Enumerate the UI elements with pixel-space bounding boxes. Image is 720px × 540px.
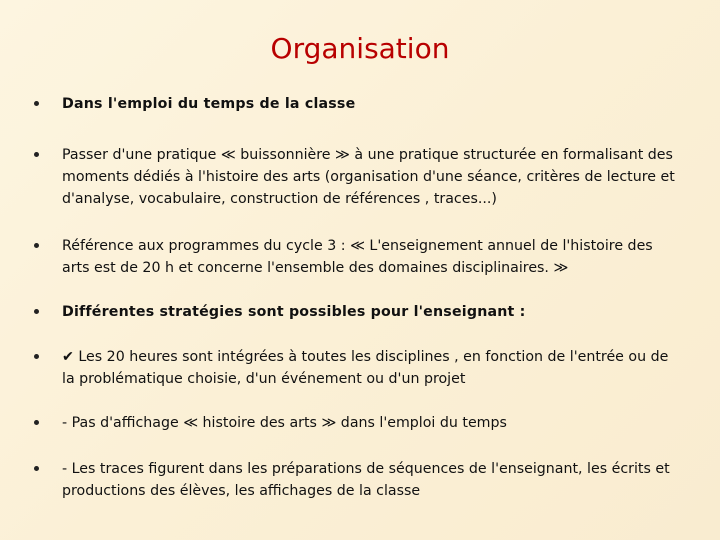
bullet-dot-icon bbox=[34, 243, 39, 248]
bullet-text: - Pas d'affichage ≪ histoire des arts ≫ dans l'emploi du temps bbox=[62, 415, 507, 431]
bullet-text: Dans l'emploi du temps de la classe bbox=[62, 96, 356, 112]
slide-title: Organisation bbox=[270, 32, 450, 65]
bullet-item bbox=[34, 301, 684, 323]
bullet-text: ✔ Les 20 heures sont intégrées à toutes les disciplines , en fonction de l'entrée ou de la problématique choisie, d'un événement ou d'un projet bbox=[62, 349, 673, 387]
bullet-item bbox=[34, 144, 684, 210]
bullet-item bbox=[34, 235, 684, 279]
bullet-item bbox=[34, 412, 684, 434]
bullet-dot-icon bbox=[34, 152, 39, 157]
bullet-item bbox=[34, 458, 684, 502]
bullet-text: Différentes stratégies sont possibles pour l'enseignant : bbox=[62, 304, 526, 320]
bullet-dot-icon bbox=[34, 466, 39, 471]
bullet-item bbox=[34, 93, 684, 115]
bullet-text: - Les traces figurent dans les préparations de séquences de l'enseignant, les écrits et productions des élèves, les affichages de la classe bbox=[62, 461, 675, 499]
bullet-dot-icon bbox=[34, 420, 39, 425]
bullet-dot-icon bbox=[34, 101, 39, 106]
bullet-item bbox=[34, 346, 684, 390]
bullet-dot-icon bbox=[34, 309, 39, 314]
bullet-text: Référence aux programmes du cycle 3 : ≪ L'enseignement annuel de l'histoire des arts est de 20 h et concerne l'ensemble des domaines disciplinaires. ≫ bbox=[62, 238, 658, 276]
bullet-text: Passer d'une pratique ≪ buissonnière ≫ à une pratique structurée en formalisant des moments dédiés à l'histoire des arts (organisation d'une séance, critères de lecture et d'analyse, vocabulaire, construction de références , traces...) bbox=[62, 147, 680, 207]
bullet-dot-icon bbox=[34, 354, 39, 359]
